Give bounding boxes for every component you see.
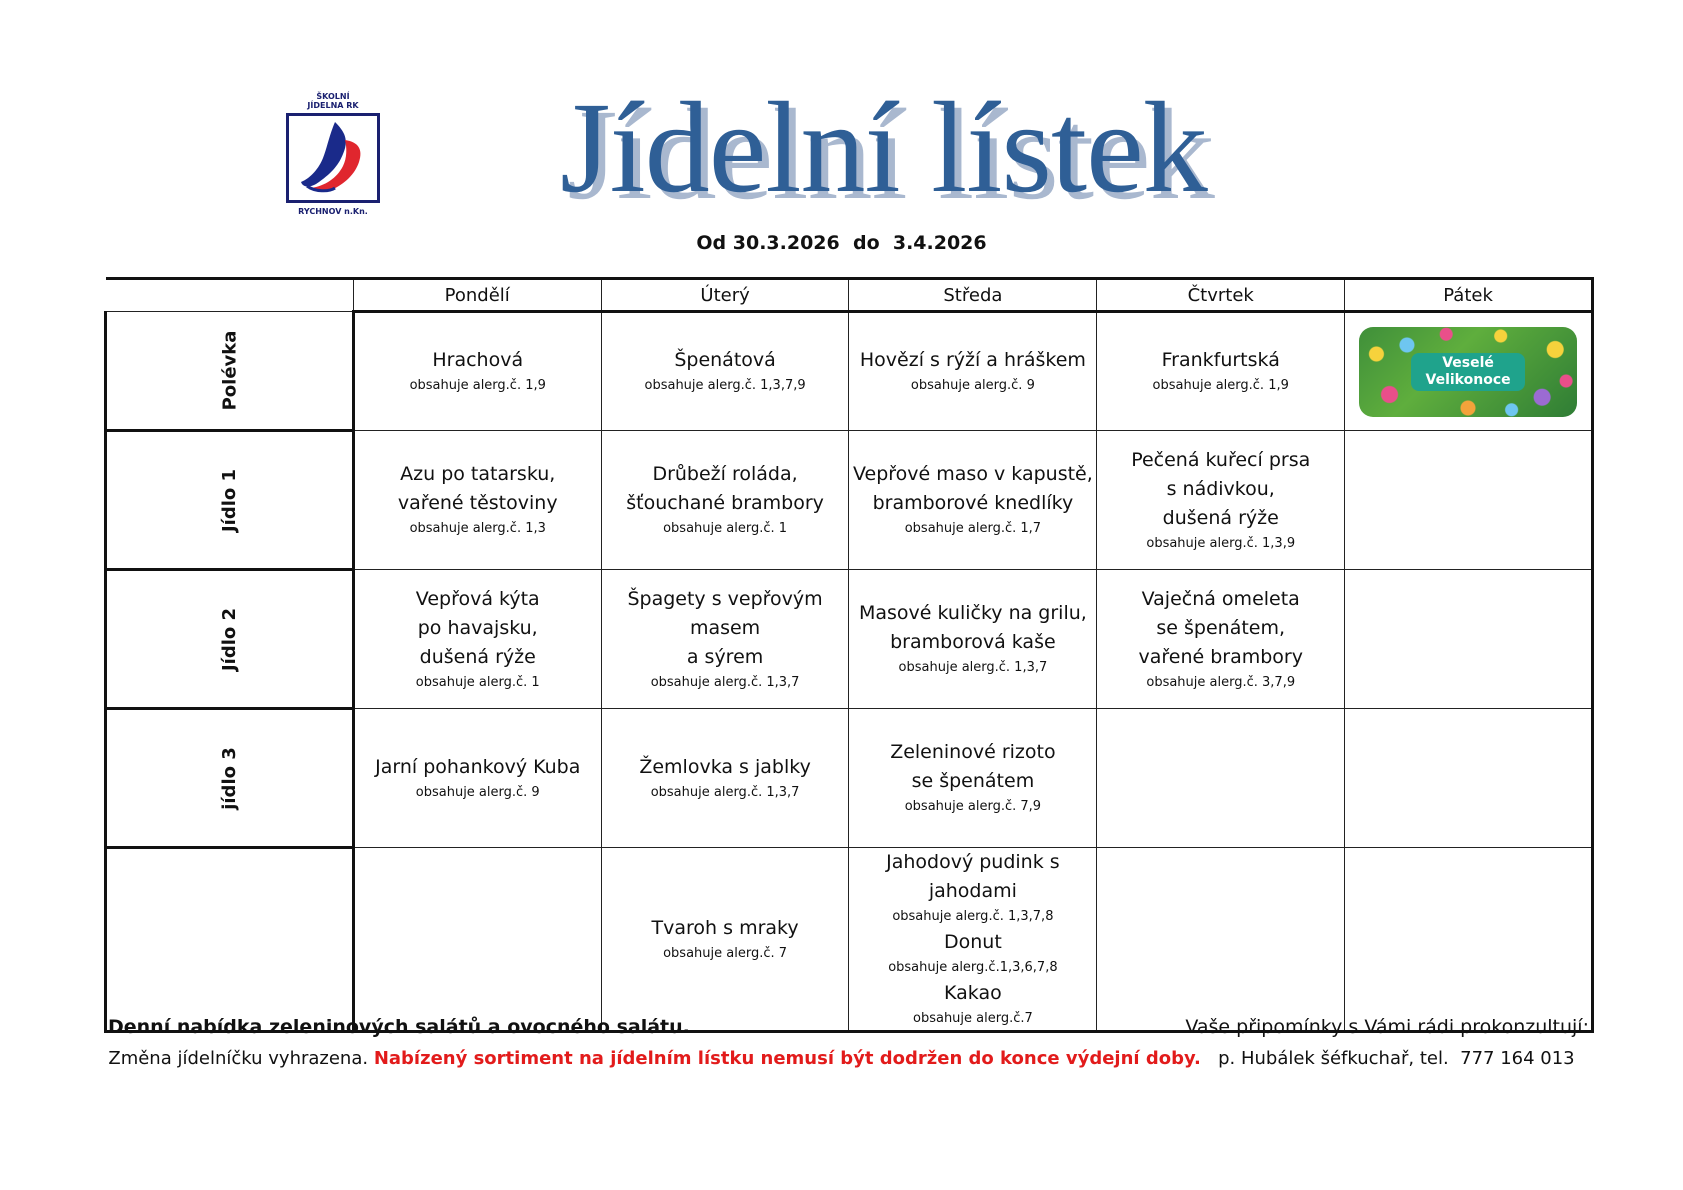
- allergen-info: obsahuje alerg.č. 1,3,7: [650, 674, 800, 690]
- dish-name: Drůbeží roláda, šťouchané brambory: [626, 463, 824, 514]
- menu-cell: [353, 312, 601, 431]
- allergen-info: obsahuje alerg.č. 3,7,9: [1146, 674, 1296, 690]
- day-header-friday: Pátek: [1345, 279, 1593, 312]
- logo-emblem-icon: [289, 116, 377, 200]
- header-row: [106, 279, 1593, 312]
- allergen-info: obsahuje alerg.č. 1,3,7,9: [644, 378, 806, 393]
- menu-cell-easter: [1345, 312, 1593, 431]
- menu-cell: [601, 570, 849, 709]
- menu-cell: [1345, 570, 1593, 709]
- footer-notice-line: [0, 1048, 1683, 1069]
- dish-name: Špagety s vepřovým masem a sýrem: [627, 587, 823, 668]
- logo-emblem: [286, 113, 380, 203]
- dish-name: Vaječná omeleta se špenátem, vařené brambory: [1138, 587, 1303, 668]
- allergen-info: obsahuje alerg.č. 9: [415, 784, 540, 800]
- menu-cell: [1345, 431, 1593, 570]
- row-label-text: Polévka: [218, 330, 240, 411]
- dish-name: Donut: [944, 931, 1002, 953]
- change-notice: Změna jídelníčku vyhrazena.: [108, 1048, 369, 1069]
- dish-name: Žemlovka s jablky: [639, 755, 811, 778]
- dish-name: Masové kuličky na grilu, bramborová kaše: [858, 602, 1087, 653]
- day-header-wednesday: Středa: [849, 279, 1097, 312]
- menu-cell: [601, 709, 849, 848]
- row-label-meal-3: [106, 709, 354, 848]
- allergen-info: obsahuje alerg.č. 1,7: [904, 521, 1042, 536]
- allergen-info: obsahuje alerg.č. 7,9: [904, 799, 1042, 814]
- allergen-info: obsahuje alerg.č. 1,3,9: [1146, 535, 1296, 551]
- dish-name: Vepřová kýta po havajsku, dušená rýže: [415, 587, 540, 668]
- page-title: Jídelní lístek: [560, 76, 1207, 220]
- row-label-meal-1: [106, 431, 354, 570]
- row-label-text: Jídlo 1: [218, 468, 240, 532]
- menu-cell: [1097, 312, 1345, 431]
- dish-name: Jahodový pudink s jahodami: [886, 851, 1060, 902]
- row-meal-1: [106, 431, 1593, 570]
- allergen-info: obsahuje alerg.č. 1,9: [1152, 378, 1289, 393]
- row-meal-3: [106, 709, 1593, 848]
- allergen-info: obsahuje alerg.č. 7: [663, 945, 788, 961]
- menu-cell: [849, 431, 1097, 570]
- allergen-info: obsahuje alerg.č. 1,3,7: [650, 784, 800, 800]
- row-label-text: jídlo 3: [218, 746, 240, 810]
- menu-cell: [849, 848, 1097, 1032]
- row-soup: [106, 312, 1593, 431]
- row-label-soup: [106, 312, 354, 431]
- menu-cell: [1345, 709, 1593, 848]
- dish-name: Hovězí s rýží a hráškem: [859, 349, 1086, 371]
- allergen-info: obsahuje alerg.č. 1,3: [409, 521, 546, 536]
- row-label-extra: [106, 848, 354, 1032]
- allergen-info: obsahuje alerg.č. 1: [663, 521, 788, 536]
- dish-name: Azu po tatarsku, vařené těstoviny: [397, 463, 558, 514]
- row-label-text: Jídlo 2: [218, 607, 240, 671]
- logo-top-text: ŠKOLNÍ JÍDELNA RK: [307, 92, 359, 110]
- easter-banner-line2: Velikonoce: [1425, 371, 1511, 388]
- easter-banner-image: [1359, 327, 1577, 417]
- allergen-info: obsahuje alerg.č.1,3,6,7,8: [888, 960, 1058, 975]
- menu-cell: [353, 431, 601, 570]
- menu-cell: [353, 709, 601, 848]
- menu-cell: [601, 312, 849, 431]
- allergen-info: obsahuje alerg.č. 1,3,7,8: [892, 909, 1054, 924]
- menu-cell: [353, 848, 601, 1032]
- dish-name: Hrachová: [432, 349, 524, 371]
- row-meal-2: [106, 570, 1593, 709]
- day-header-monday: Pondělí: [353, 279, 601, 312]
- dish-name: Tvaroh s mraky: [651, 916, 799, 939]
- row-extra: [106, 848, 1593, 1032]
- dish-name: Špenátová: [674, 349, 776, 371]
- allergen-info: obsahuje alerg.č. 1: [415, 674, 540, 690]
- day-header-thursday: Čtvrtek: [1097, 279, 1345, 312]
- menu-cell: [849, 312, 1097, 431]
- menu-cell: [1097, 709, 1345, 848]
- date-range: Od 30.3.2026 do 3.4.2026: [696, 232, 987, 254]
- logo-bottom-text: RYCHNOV n.Kn.: [298, 207, 368, 216]
- school-canteen-logo: [278, 92, 388, 224]
- menu-cell: [1097, 570, 1345, 709]
- menu-cell: [1097, 431, 1345, 570]
- easter-banner-line1: Veselé: [1442, 354, 1494, 371]
- allergen-info: obsahuje alerg.č. 1,9: [409, 378, 546, 393]
- menu-cell: [601, 848, 849, 1032]
- availability-warning: Nabízený sortiment na jídelním lístku nemusí být dodržen do konce výdejní doby.: [373, 1048, 1201, 1069]
- day-header-tuesday: Úterý: [601, 279, 849, 312]
- dish-name: Kakao: [944, 982, 1002, 1004]
- menu-cell: [353, 570, 601, 709]
- menu-cell: [849, 570, 1097, 709]
- salad-offer-note: Denní nabídka zeleninových salátů a ovocného salátu.: [108, 1016, 690, 1038]
- menu-cell: [849, 709, 1097, 848]
- allergen-info: obsahuje alerg.č. 9: [910, 378, 1035, 393]
- chef-contact: p. Hubálek šéfkuchař, tel. 777 164 013: [1218, 1048, 1575, 1069]
- dish-name: Jarní pohankový Kuba: [375, 755, 581, 778]
- row-label-meal-2: [106, 570, 354, 709]
- dish-name: Zeleninové rizoto se špenátem: [890, 741, 1056, 792]
- menu-cell: [1345, 848, 1593, 1032]
- menu-cell: [1097, 848, 1345, 1032]
- menu-cell: [601, 431, 849, 570]
- dish-name: Pečená kuřecí prsa s nádivkou, dušená rýže: [1131, 448, 1311, 529]
- easter-banner-plate: [1411, 353, 1525, 391]
- dish-name: Frankfurtská: [1161, 349, 1280, 371]
- menu-table: [104, 277, 1594, 1033]
- allergen-info: obsahuje alerg.č. 1,3,7: [898, 660, 1048, 675]
- corner-cell: [106, 279, 354, 312]
- dish-name: Vepřové maso v kapustě, bramborové knedlíky: [853, 463, 1093, 514]
- allergen-info: obsahuje alerg.č.7: [913, 1011, 1033, 1026]
- feedback-note: Vaše připomínky s Vámi rádi prokonzultují:: [1185, 1016, 1589, 1038]
